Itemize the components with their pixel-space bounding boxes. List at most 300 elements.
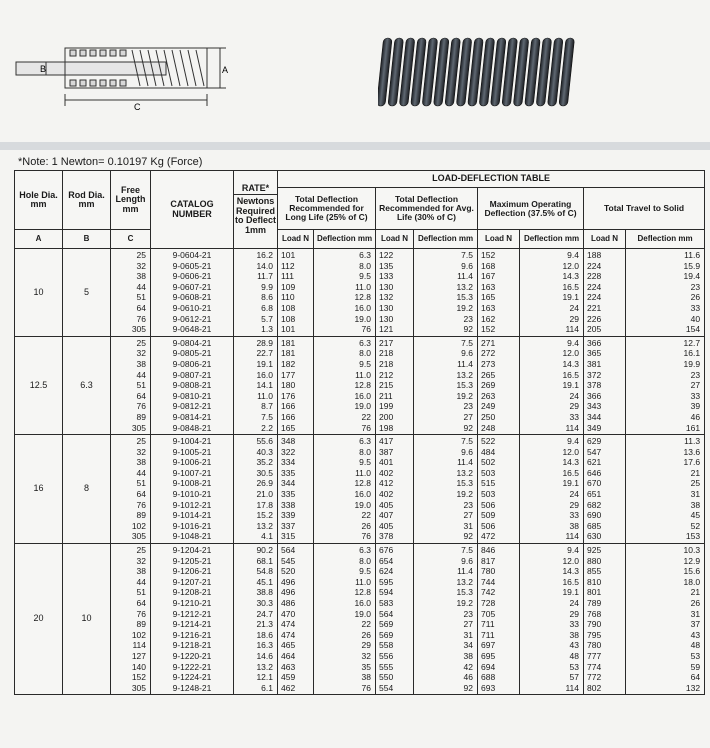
catalog-number-column: [151, 544, 234, 695]
hole-dia-value: 10: [15, 249, 63, 337]
load-long-life-cell: 520: [281, 566, 296, 577]
load-max-operating-cell: 694: [481, 661, 496, 672]
load-max-operating-cell: 269: [481, 380, 496, 391]
free-length-cell: 76: [136, 401, 146, 412]
load-travel-to-solid-cell: 221: [587, 302, 602, 313]
load-long-life-cell: 180: [281, 380, 296, 391]
load-avg-life-cell: 564: [379, 608, 394, 619]
deflection-max-operating-cell: 16.5: [562, 281, 579, 292]
newton-note: *Note: 1 Newton= 0.10197 Kg (Force): [18, 156, 203, 168]
header-free-length: Free Length mm: [111, 171, 151, 230]
catalog-number-cell: 9-0648-21: [172, 324, 212, 335]
deflection-travel-to-solid-cell: 52: [690, 520, 701, 531]
diagram-label-c: C: [134, 102, 141, 112]
load-max-operating-cell: 817: [481, 555, 496, 566]
spring-photo: [378, 34, 584, 110]
load-long-life-cell: 462: [281, 682, 296, 693]
load-avg-life-column: [376, 249, 414, 337]
header-group-travel-to-solid: Total Travel to Solid: [584, 188, 705, 230]
catalog-number-cell: 9-1248-21: [172, 682, 212, 693]
deflection-long-life-cell: 9.5: [359, 358, 371, 369]
deflection-avg-life-cell: 7.5: [461, 250, 473, 260]
rate-column: [234, 435, 278, 544]
deflection-long-life-cell: 26: [361, 520, 371, 531]
deflection-long-life-cell: 8.0: [359, 348, 371, 359]
header-deflection: Deflection mm: [520, 230, 584, 249]
load-long-life-cell: 112: [281, 260, 295, 271]
load-travel-to-solid-cell: 228: [587, 271, 602, 282]
free-length-cell: 305: [131, 422, 146, 433]
header-rate-title: RATE*: [234, 184, 277, 195]
deflection-max-operating-cell: 16.5: [562, 576, 579, 587]
load-long-life-cell: 111: [281, 271, 294, 282]
free-length-cell: 44: [136, 281, 146, 292]
load-avg-life-cell: 558: [379, 640, 394, 651]
load-long-life-cell: 335: [281, 489, 296, 500]
free-length-cell: 32: [136, 260, 146, 271]
deflection-avg-life-cell: 23: [463, 401, 473, 412]
load-travel-to-solid-cell: 366: [587, 337, 602, 348]
load-avg-life-cell: 135: [379, 260, 394, 271]
deflection-avg-life-cell: 13.2: [456, 369, 473, 380]
load-avg-life-cell: 555: [379, 661, 394, 672]
deflection-long-life-cell: 6.3: [359, 545, 371, 556]
load-travel-to-solid-cell: 690: [587, 510, 602, 521]
deflection-max-operating-cell: 24: [569, 390, 579, 401]
free-length-cell: 51: [136, 292, 146, 303]
load-max-operating-cell: 263: [481, 390, 496, 401]
load-max-operating-cell: 502: [481, 457, 496, 468]
deflection-max-operating-cell: 9.4: [567, 545, 579, 556]
deflection-travel-to-solid-cell: 40: [690, 313, 701, 324]
deflection-long-life-column: [314, 435, 376, 544]
load-max-operating-cell: 705: [481, 608, 496, 619]
deflection-long-life-cell: 76: [361, 422, 371, 433]
load-avg-life-cell: 133: [379, 271, 394, 282]
rate-cell: 68.1: [256, 555, 273, 566]
load-max-operating-cell: 162: [481, 313, 496, 324]
load-travel-to-solid-cell: 790: [587, 619, 602, 630]
rod-dia-value: 10: [63, 544, 111, 695]
rate-column: [234, 336, 278, 434]
deflection-long-life-cell: 76: [361, 682, 371, 693]
rate-cell: 16.2: [256, 250, 273, 260]
catalog-number-cell: 9-1005-21: [172, 446, 212, 457]
deflection-avg-life-cell: 27: [463, 510, 473, 521]
load-travel-to-solid-cell: 855: [587, 566, 602, 577]
deflection-travel-to-solid-cell: 37: [690, 619, 701, 630]
header-rate: [234, 171, 278, 249]
rate-cell: 7.5: [261, 411, 273, 422]
deflection-long-life-cell: 16.0: [354, 302, 371, 313]
deflection-max-operating-cell: 12.0: [562, 446, 579, 457]
spring-group-row: [15, 336, 705, 434]
load-max-operating-cell: 506: [481, 499, 496, 510]
deflection-long-life-cell: 11.0: [355, 281, 371, 292]
deflection-travel-to-solid-cell: 154: [685, 324, 701, 335]
load-travel-to-solid-cell: 547: [587, 446, 602, 457]
catalog-number-cell: 9-1010-21: [172, 489, 212, 500]
deflection-travel-to-solid-cell: 31: [690, 608, 701, 619]
load-avg-life-cell: 676: [379, 545, 394, 556]
load-long-life-cell: 176: [281, 390, 296, 401]
load-avg-life-cell: 654: [379, 555, 394, 566]
diagram-label-a: A: [222, 65, 229, 75]
deflection-long-life-cell: 9.5: [359, 271, 371, 282]
hole-dia-value: 20: [15, 544, 63, 695]
load-long-life-cell: 337: [281, 520, 296, 531]
catalog-number-cell: 9-1214-21: [172, 619, 212, 630]
catalog-number-cell: 9-0607-21: [172, 281, 212, 292]
load-max-operating-cell: 265: [481, 369, 496, 380]
deflection-long-life-cell: 6.3: [359, 337, 371, 348]
header-rod-dia: Rod Dia. mm: [63, 171, 111, 230]
load-long-life-cell: 564: [281, 545, 296, 556]
illustration-area: [0, 0, 710, 142]
load-travel-to-solid-cell: 651: [587, 489, 602, 500]
deflection-max-operating-cell: 9.4: [567, 436, 579, 447]
catalog-number-cell: 9-1205-21: [172, 555, 212, 566]
deflection-travel-to-solid-cell: 16.1: [683, 348, 701, 359]
catalog-number-cell: 9-0814-21: [172, 411, 212, 422]
deflection-long-life-cell: 11.0: [355, 576, 371, 587]
load-max-operating-cell: 250: [481, 411, 496, 422]
load-long-life-cell: 166: [281, 401, 296, 412]
free-length-cell: 38: [136, 271, 146, 282]
load-long-life-cell: 315: [281, 531, 296, 542]
rate-cell: 6.1: [261, 682, 273, 693]
load-max-operating-cell: 780: [481, 566, 496, 577]
deflection-travel-to-solid-cell: 23: [690, 369, 701, 380]
load-travel-to-solid-cell: 344: [587, 411, 602, 422]
catalog-number-cell: 9-1014-21: [172, 510, 212, 521]
load-travel-to-solid-cell: 629: [587, 436, 602, 447]
load-avg-life-cell: 402: [379, 489, 394, 500]
rate-cell: 8.7: [261, 401, 273, 412]
deflection-avg-life-cell: 7.5: [461, 436, 473, 447]
load-travel-to-solid-cell: 682: [587, 499, 602, 510]
load-max-operating-cell: 272: [481, 348, 496, 359]
deflection-travel-to-solid-cell: 45: [690, 510, 701, 521]
load-travel-to-solid-cell: 646: [587, 467, 602, 478]
load-avg-life-cell: 569: [379, 619, 394, 630]
deflection-max-operating-cell: 29: [569, 499, 579, 510]
deflection-max-operating-cell: 14.3: [562, 566, 579, 577]
rate-cell: 22.7: [256, 348, 273, 359]
catalog-number-cell: 9-0805-21: [172, 348, 212, 359]
catalog-number-cell: 9-1220-21: [172, 650, 212, 661]
spring-cross-section-diagram: [10, 20, 250, 112]
catalog-number-cell: 9-1218-21: [172, 640, 212, 651]
load-long-life-cell: 486: [281, 598, 296, 608]
header-load: Load N: [278, 230, 314, 249]
deflection-avg-life-cell: 34: [463, 640, 473, 651]
rate-cell: 90.2: [256, 545, 273, 556]
load-avg-life-cell: 595: [379, 576, 394, 587]
deflection-long-life-cell: 12.8: [354, 292, 371, 303]
deflection-max-operating-cell: 14.3: [562, 457, 579, 468]
deflection-avg-life-column: [414, 249, 478, 337]
load-travel-to-solid-cell: 381: [587, 358, 602, 369]
deflection-travel-to-solid-cell: 12.7: [683, 337, 701, 348]
load-avg-life-cell: 594: [379, 587, 394, 598]
deflection-travel-to-solid-cell: 26: [690, 598, 701, 608]
deflection-avg-life-cell: 23: [463, 313, 473, 324]
deflection-long-life-cell: 12.8: [354, 380, 371, 391]
deflection-long-life-cell: 11.0: [355, 369, 371, 380]
load-max-operating-cell: 165: [481, 292, 496, 303]
deflection-long-life-cell: 9.5: [359, 457, 371, 468]
free-length-cell: 25: [136, 436, 146, 447]
deflection-max-operating-cell: 29: [569, 401, 579, 412]
load-max-operating-cell: 163: [481, 302, 496, 313]
deflection-avg-life-cell: 13.2: [456, 576, 473, 587]
load-long-life-cell: 459: [281, 672, 296, 683]
free-length-cell: 89: [136, 510, 146, 521]
load-max-operating-cell: 697: [481, 640, 496, 651]
load-max-operating-cell: 744: [481, 576, 496, 587]
rate-cell: 21.3: [256, 619, 273, 630]
deflection-long-life-column: [314, 336, 376, 434]
deflection-long-life-cell: 32: [361, 650, 371, 661]
load-max-operating-cell: 248: [481, 422, 496, 433]
load-long-life-cell: 496: [281, 587, 296, 598]
rate-cell: 12.1: [256, 672, 273, 683]
deflection-long-life-cell: 29: [361, 640, 371, 651]
load-avg-life-cell: 554: [379, 682, 394, 693]
load-travel-to-solid-cell: 224: [587, 281, 602, 292]
deflection-max-operating-cell: 19.1: [562, 292, 579, 303]
deflection-travel-to-solid-cell: 33: [690, 390, 701, 401]
deflection-avg-life-cell: 42: [463, 661, 473, 672]
header-catalog-number: CATALOG NUMBER: [151, 171, 234, 249]
free-length-cell: 44: [136, 467, 146, 478]
header-deflection: Deflection mm: [414, 230, 478, 249]
deflection-long-life-cell: 9.5: [359, 566, 371, 577]
deflection-long-life-cell: 76: [361, 531, 371, 542]
load-travel-to-solid-cell: 801: [587, 587, 602, 598]
deflection-max-operating-cell: 114: [565, 531, 579, 542]
free-length-cell: 89: [136, 619, 146, 630]
free-length-column: [111, 336, 151, 434]
load-avg-life-cell: 405: [379, 499, 394, 510]
rate-column: [234, 249, 278, 337]
load-max-operating-cell: 152: [481, 324, 496, 335]
free-length-cell: 25: [136, 250, 146, 260]
free-length-cell: 51: [136, 478, 146, 489]
deflection-long-life-cell: 16.0: [354, 598, 371, 608]
deflection-max-operating-cell: 38: [569, 520, 579, 531]
load-max-operating-column: [478, 544, 520, 695]
free-length-cell: 64: [136, 598, 146, 608]
rate-cell: 14.0: [256, 260, 273, 271]
load-max-operating-cell: 688: [481, 672, 496, 683]
deflection-travel-to-solid-cell: 18.0: [683, 576, 701, 587]
load-deflection-table: [14, 170, 705, 695]
deflection-avg-life-cell: 31: [463, 629, 473, 640]
deflection-max-operating-cell: 24: [569, 489, 579, 500]
free-length-cell: 64: [136, 302, 146, 313]
load-travel-to-solid-column: [584, 435, 626, 544]
load-avg-life-cell: 378: [379, 531, 394, 542]
load-long-life-cell: 344: [281, 478, 296, 489]
load-travel-to-solid-cell: 777: [587, 650, 602, 661]
free-length-cell: 76: [136, 499, 146, 510]
rate-cell: 14.6: [256, 650, 273, 661]
catalog-number-cell: 9-0812-21: [172, 401, 212, 412]
rate-cell: 26.9: [256, 478, 273, 489]
deflection-avg-life-cell: 27: [463, 411, 473, 422]
load-travel-to-solid-cell: 621: [587, 457, 602, 468]
deflection-max-operating-cell: 53: [569, 661, 579, 672]
deflection-max-operating-cell: 9.4: [567, 250, 579, 260]
load-long-life-cell: 182: [281, 358, 296, 369]
deflection-long-life-cell: 16.0: [354, 390, 371, 401]
free-length-cell: 102: [131, 520, 146, 531]
deflection-travel-to-solid-cell: 26: [690, 292, 701, 303]
deflection-travel-to-solid-cell: 10.3: [683, 545, 701, 556]
catalog-number-cell: 9-1016-21: [172, 520, 212, 531]
deflection-long-life-cell: 19.0: [354, 313, 371, 324]
hole-dia-value: 12.5: [15, 336, 63, 434]
header-hole-dia: Hole Dia. mm: [15, 171, 63, 230]
load-max-operating-cell: 168: [481, 260, 496, 271]
deflection-avg-life-cell: 9.6: [461, 260, 473, 271]
deflection-travel-to-solid-cell: 21: [690, 467, 701, 478]
rod-dia-value: 8: [63, 435, 111, 544]
rate-cell: 54.8: [256, 566, 273, 577]
free-length-cell: 25: [136, 545, 146, 556]
deflection-long-life-cell: 22: [361, 510, 371, 521]
load-max-operating-cell: 846: [481, 545, 496, 556]
load-avg-life-cell: 130: [379, 281, 394, 292]
rate-cell: 35.2: [256, 457, 273, 468]
load-avg-life-column: [376, 336, 414, 434]
header-group-max-operating: Maximum Operating Deflection (37.5% of C): [478, 188, 584, 230]
load-travel-to-solid-cell: 810: [587, 576, 602, 587]
deflection-travel-to-solid-cell: 27: [690, 380, 701, 391]
load-long-life-cell: 109: [281, 281, 296, 292]
load-avg-life-cell: 217: [379, 337, 394, 348]
catalog-number-cell: 9-1216-21: [172, 629, 212, 640]
rate-cell: 30.5: [256, 467, 273, 478]
catalog-number-cell: 9-0612-21: [172, 313, 212, 324]
deflection-max-operating-cell: 114: [565, 324, 579, 335]
load-max-operating-cell: 167: [481, 271, 496, 282]
free-length-cell: 305: [131, 682, 146, 693]
free-length-cell: 102: [131, 629, 146, 640]
load-avg-life-cell: 132: [379, 292, 394, 303]
load-max-operating-column: [478, 435, 520, 544]
spring-group-row: [15, 249, 705, 337]
free-length-column: [111, 435, 151, 544]
catalog-number-cell: 9-1007-21: [172, 467, 212, 478]
load-travel-to-solid-cell: 378: [587, 380, 602, 391]
deflection-avg-life-cell: 7.5: [461, 545, 473, 556]
deflection-long-life-cell: 26: [361, 629, 371, 640]
rate-cell: 38.8: [256, 587, 273, 598]
deflection-max-operating-cell: 33: [569, 510, 579, 521]
deflection-travel-to-solid-cell: 132: [685, 682, 701, 693]
header-letter-a: A: [15, 230, 63, 249]
deflection-travel-to-solid-cell: 25: [690, 478, 701, 489]
load-max-operating-column: [478, 336, 520, 434]
load-max-operating-cell: 273: [481, 358, 496, 369]
deflection-long-life-cell: 19.0: [354, 608, 371, 619]
catalog-number-cell: 9-0606-21: [172, 271, 212, 282]
rate-cell: 4.1: [261, 531, 273, 542]
free-length-cell: 25: [136, 337, 146, 348]
deflection-travel-to-solid-cell: 15.6: [683, 566, 701, 577]
deflection-avg-life-cell: 92: [463, 531, 473, 542]
catalog-number-cell: 9-1012-21: [172, 499, 212, 510]
load-max-operating-cell: 522: [481, 436, 496, 447]
deflection-travel-to-solid-column: [626, 544, 705, 695]
rate-column: [234, 544, 278, 695]
deflection-long-life-cell: 8.0: [359, 260, 371, 271]
deflection-avg-life-cell: 11.4: [457, 566, 473, 577]
deflection-max-operating-cell: 24: [569, 598, 579, 608]
deflection-avg-life-cell: 15.3: [456, 587, 473, 598]
load-max-operating-cell: 249: [481, 401, 496, 412]
deflection-travel-to-solid-cell: 11.3: [684, 436, 701, 447]
load-avg-life-cell: 401: [379, 457, 394, 468]
deflection-avg-life-cell: 11.4: [457, 457, 473, 468]
deflection-avg-life-column: [414, 336, 478, 434]
deflection-avg-life-cell: 92: [463, 682, 473, 693]
deflection-avg-life-cell: 11.4: [457, 358, 473, 369]
deflection-travel-to-solid-cell: 53: [690, 650, 701, 661]
deflection-max-operating-cell: 12.0: [562, 348, 579, 359]
load-max-operating-column: [478, 249, 520, 337]
catalog-number-cell: 9-1206-21: [172, 566, 212, 577]
free-length-cell: 44: [136, 369, 146, 380]
load-travel-to-solid-cell: 772: [587, 672, 602, 683]
load-avg-life-cell: 218: [379, 348, 394, 359]
deflection-long-life-cell: 16.0: [354, 489, 371, 500]
free-length-cell: 76: [136, 608, 146, 619]
deflection-max-operating-column: [520, 435, 584, 544]
spring-group-row: [15, 435, 705, 544]
rate-cell: 9.9: [261, 281, 273, 292]
deflection-avg-life-cell: 38: [463, 650, 473, 661]
load-avg-life-cell: 198: [379, 422, 394, 433]
free-length-cell: 152: [131, 672, 146, 683]
rate-cell: 17.8: [256, 499, 273, 510]
free-length-cell: 44: [136, 576, 146, 587]
rate-cell: 55.6: [256, 436, 273, 447]
load-long-life-cell: 181: [281, 348, 296, 359]
catalog-number-cell: 9-0604-21: [172, 250, 212, 260]
catalog-number-cell: 9-0806-21: [172, 358, 212, 369]
load-avg-life-cell: 387: [379, 446, 394, 457]
deflection-travel-to-solid-cell: 19.4: [683, 271, 701, 282]
load-max-operating-cell: 742: [481, 587, 496, 598]
load-max-operating-cell: 711: [481, 629, 495, 640]
deflection-avg-life-cell: 23: [463, 608, 473, 619]
rate-cell: 28.9: [256, 337, 273, 348]
load-travel-to-solid-cell: 366: [587, 390, 602, 401]
deflection-travel-to-solid-cell: 48: [690, 640, 701, 651]
load-travel-to-solid-column: [584, 336, 626, 434]
rate-cell: 1.3: [261, 324, 273, 335]
deflection-long-life-cell: 19.0: [354, 499, 371, 510]
deflection-max-operating-cell: 114: [565, 422, 579, 433]
load-long-life-cell: 470: [281, 608, 296, 619]
free-length-column: [111, 544, 151, 695]
deflection-travel-to-solid-cell: 161: [685, 422, 701, 433]
load-travel-to-solid-cell: 630: [587, 531, 602, 542]
